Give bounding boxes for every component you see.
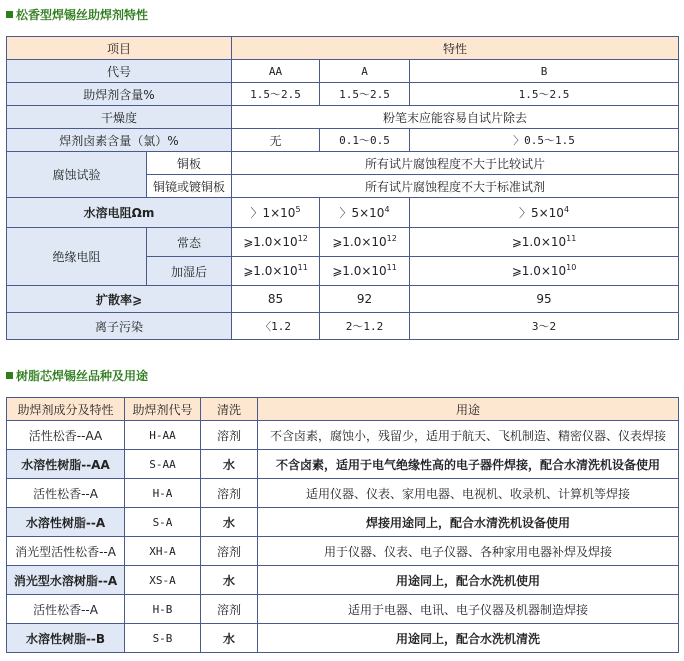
cell-code: XS-A	[125, 566, 201, 595]
cell	[232, 228, 320, 257]
table-row	[7, 152, 679, 175]
cell	[232, 198, 320, 228]
table-row	[7, 624, 679, 653]
sub-label: 铜板	[147, 152, 232, 175]
row-label: 水溶电阻Ωm	[7, 198, 232, 228]
cell-code: H-A	[125, 479, 201, 508]
row-label: 扩散率⩾	[7, 286, 232, 313]
cell: 1.5～2.5	[410, 83, 679, 106]
value-exponent: 11	[566, 234, 577, 243]
table-row	[7, 595, 679, 624]
sub-label: 常态	[147, 228, 232, 257]
value-base: 〉5×10	[518, 206, 564, 220]
row-label: 代号	[7, 60, 232, 83]
value-exponent: 12	[297, 234, 308, 243]
cell-name: 水溶性树脂--B	[7, 624, 125, 653]
table-row	[7, 313, 679, 340]
cell-use: 焊接用途同上，配合水清洗机设备使用	[258, 508, 679, 537]
value-base: ⩾1.0×10	[243, 235, 298, 249]
cell: 3～2	[410, 313, 679, 340]
table-row	[7, 129, 679, 152]
cell: 2～1.2	[320, 313, 410, 340]
cell-name: 消光型活性松香--A	[7, 537, 125, 566]
table-header-row	[7, 398, 679, 421]
cell-name: 水溶性树脂--A	[7, 508, 125, 537]
table-row	[7, 566, 679, 595]
cell-clean: 水	[201, 450, 258, 479]
table-row	[7, 508, 679, 537]
cell-use: 不含卤素，适用于电气绝缘性高的电子器件焊接，配合水清洗机设备使用	[258, 450, 679, 479]
value-exponent: 12	[386, 234, 397, 243]
value-exponent: 10	[566, 263, 577, 272]
table-header-row	[7, 37, 679, 60]
cell-name: 消光型水溶树脂--A	[7, 566, 125, 595]
header-property: 特性	[232, 37, 679, 60]
cell-clean: 溶剂	[201, 421, 258, 450]
flux-properties-table	[6, 36, 679, 340]
square-bullet-icon	[6, 372, 13, 379]
cell-use: 用途同上，配合水洗机清洗	[258, 624, 679, 653]
header-item: 项目	[7, 37, 232, 60]
row-label: 干燥度	[7, 106, 232, 129]
table-row	[7, 83, 679, 106]
row-label: 助焊剂含量%	[7, 83, 232, 106]
value-base: 〉5×10	[339, 206, 385, 220]
value-exponent: 11	[386, 263, 397, 272]
cell-name: 活性松香--A	[7, 479, 125, 508]
cell-code: H-B	[125, 595, 201, 624]
cell-name: 活性松香--AA	[7, 421, 125, 450]
header-cell: 助焊剂代号	[125, 398, 201, 421]
square-bullet-icon	[6, 11, 13, 18]
sub-label: 铜镜或镀铜板	[147, 175, 232, 198]
value-exponent: 5	[295, 205, 301, 214]
value-base: 〉1×10	[250, 206, 296, 220]
cell: 85	[232, 286, 320, 313]
section1-title: 松香型焊锡丝助焊剂特性	[6, 6, 148, 22]
row-label: 焊剂卤素含量（氯）%	[7, 129, 232, 152]
cell: 所有试片腐蚀程度不大于比较试片	[232, 152, 679, 175]
cell-code: H-AA	[125, 421, 201, 450]
value-base: ⩾1.0×10	[332, 264, 387, 278]
cell-code: S-AA	[125, 450, 201, 479]
cell-use: 适用于电器、电讯、电子仪器及机器制造焊接	[258, 595, 679, 624]
value-base: ⩾1.0×10	[511, 235, 567, 249]
cell-code: S-A	[125, 508, 201, 537]
cell-clean: 溶剂	[201, 595, 258, 624]
header-cell: 用途	[258, 398, 679, 421]
cell: 0.1～0.5	[320, 129, 410, 152]
cell: 无	[232, 129, 320, 152]
value-base: ⩾1.0×10	[511, 264, 567, 278]
table-row	[7, 479, 679, 508]
value-exponent: 4	[563, 205, 570, 214]
cell-clean: 溶剂	[201, 479, 258, 508]
cell-name: 水溶性树脂--AA	[7, 450, 125, 479]
table-row	[7, 198, 679, 228]
cell-clean: 水	[201, 566, 258, 595]
row-label: 离子污染	[7, 313, 232, 340]
solder-wire-types-table	[6, 397, 679, 653]
cell	[410, 228, 679, 257]
cell	[320, 228, 410, 257]
table-row	[7, 537, 679, 566]
cell-code: XH-A	[125, 537, 201, 566]
cell	[410, 257, 679, 286]
cell	[232, 257, 320, 286]
table-row	[7, 60, 679, 83]
value-exponent: 11	[297, 263, 308, 272]
cell: B	[410, 60, 679, 83]
cell: 1.5～2.5	[320, 83, 410, 106]
value-base: ⩾1.0×10	[332, 235, 387, 249]
cell: 粉笔末应能容易自试片除去	[232, 106, 679, 129]
cell-clean: 水	[201, 508, 258, 537]
cell: AA	[232, 60, 320, 83]
row-label: 腐蚀试验	[7, 152, 147, 198]
cell: 95	[410, 286, 679, 313]
sub-label: 加湿后	[147, 257, 232, 286]
cell: 〉0.5～1.5	[410, 129, 679, 152]
section2-title: 树脂芯焊锡丝品种及用途	[6, 367, 148, 383]
table-row	[7, 286, 679, 313]
cell-name: 活性松香--A	[7, 595, 125, 624]
row-label: 绝缘电阻	[7, 228, 147, 286]
cell: 所有试片腐蚀程度不大于标准试剂	[232, 175, 679, 198]
cell: 1.5～2.5	[232, 83, 320, 106]
cell: A	[320, 60, 410, 83]
cell-use: 用于仪器、仪表、电子仪器、各种家用电器补焊及焊接	[258, 537, 679, 566]
cell-code: S-B	[125, 624, 201, 653]
cell: 92	[320, 286, 410, 313]
table-body	[7, 421, 679, 653]
value-base: ⩾1.0×10	[243, 264, 298, 278]
cell-use: 不含卤素，腐蚀小，残留少，适用于航天、飞机制造、精密仪器、仪表焊接	[258, 421, 679, 450]
cell	[320, 198, 410, 228]
cell-use: 用途同上，配合水洗机使用	[258, 566, 679, 595]
cell	[410, 198, 679, 228]
cell: 〈1.2	[232, 313, 320, 340]
header-cell: 清洗	[201, 398, 258, 421]
cell-use: 适用仪器、仪表、家用电器、电视机、收录机、计算机等焊接	[258, 479, 679, 508]
table-row	[7, 450, 679, 479]
value-exponent: 4	[384, 205, 390, 214]
cell-clean: 水	[201, 624, 258, 653]
table-row	[7, 228, 679, 257]
cell-clean: 溶剂	[201, 537, 258, 566]
table-row	[7, 106, 679, 129]
header-cell: 助焊剂成分及特性	[7, 398, 125, 421]
table-row	[7, 421, 679, 450]
cell	[320, 257, 410, 286]
